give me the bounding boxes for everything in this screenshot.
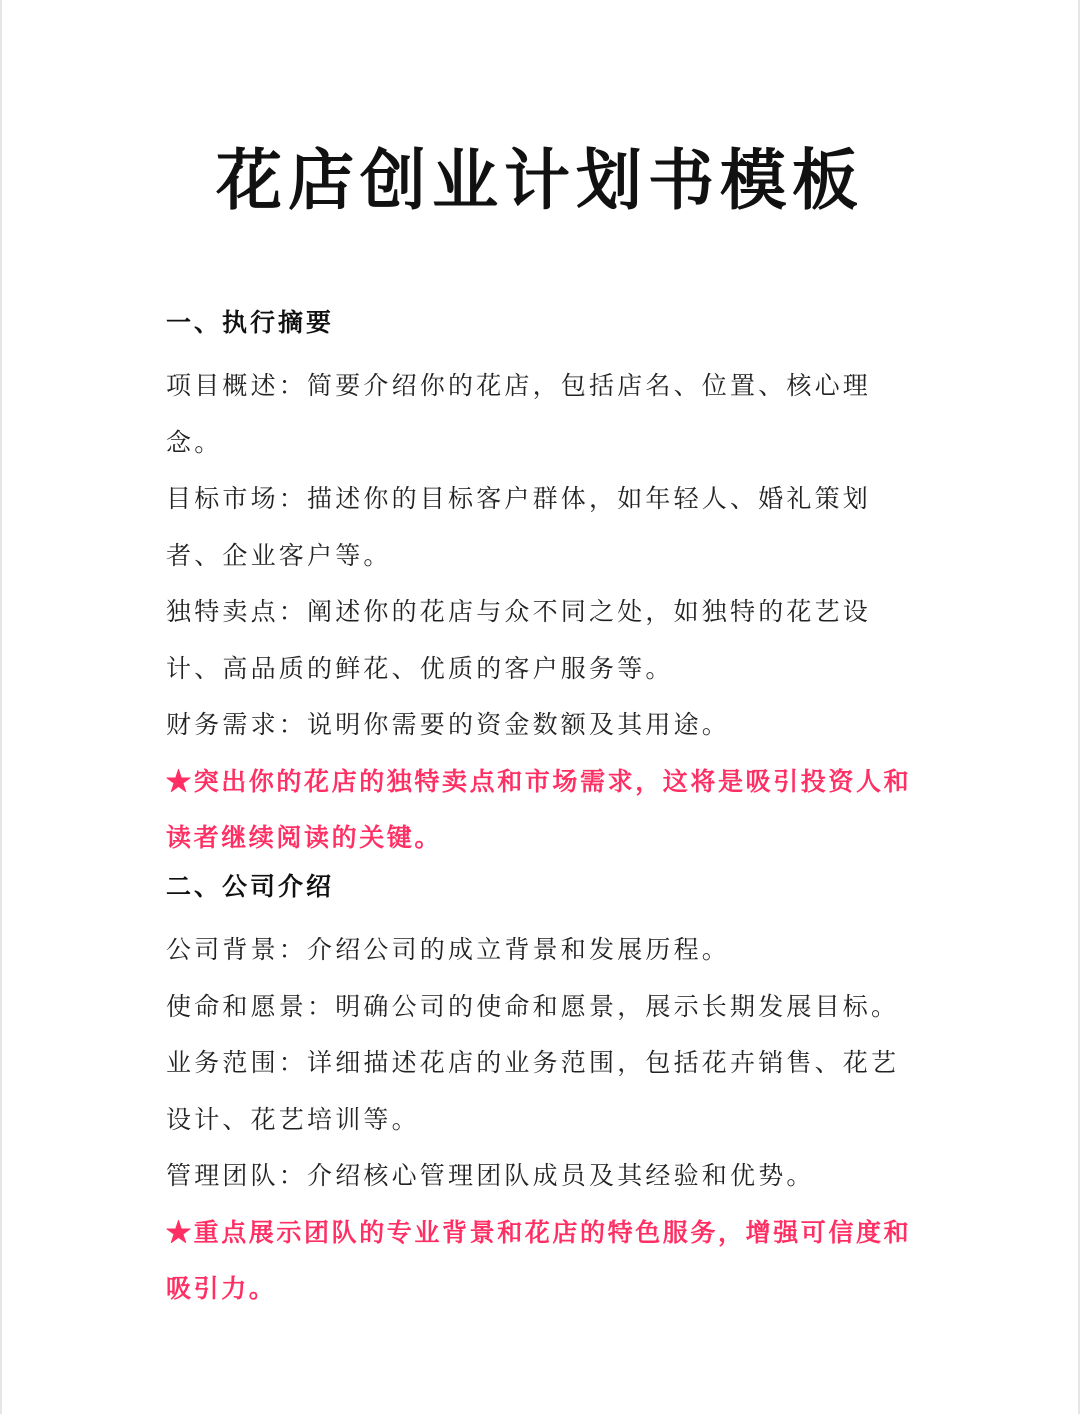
highlight-note-text: 重点展示团队的专业背景和花店的特色服务，增强可信度和吸引力。 (166, 1217, 912, 1303)
paragraph-project-overview: 项目概述：简要介绍你的花店，包括店名、位置、核心理念。 (166, 371, 872, 457)
document-title: 花店创业计划书模板 (216, 141, 864, 219)
paragraph-target-market: 目标市场：描述你的目标客户群体，如年轻人、婚礼策划者、企业客户等。 (166, 484, 872, 570)
paragraph-company-background: 公司背景：介绍公司的成立背景和发展历程。 (166, 935, 731, 964)
highlight-note-text: 突出你的花店的独特卖点和市场需求，这将是吸引投资人和读者继续阅读的关键。 (166, 766, 912, 852)
section-company-intro (166, 864, 926, 1318)
paragraph-mission-vision: 使命和愿景：明确公司的使命和愿景，展示长期发展目标。 (166, 991, 900, 1021)
paragraph-business-scope: 业务范围：详细描述花店的业务范围，包括花卉销售、花艺设计、花艺培训等。 (166, 1048, 900, 1134)
highlight-note (166, 754, 926, 867)
section-heading: 一、执行摘要 (166, 308, 335, 337)
paragraph-management-team: 管理团队：介绍核心管理团队成员及其经验和优势。 (166, 1161, 815, 1190)
star-icon: ★ (166, 1217, 194, 1247)
paragraph-financial-needs: 财务需求：说明你需要的资金数额及其用途。 (166, 710, 731, 739)
star-icon: ★ (166, 766, 194, 796)
section-executive-summary (166, 300, 926, 867)
section-heading: 二、公司介绍 (166, 872, 335, 901)
paragraph-unique-selling-point: 独特卖点：阐述你的花店与众不同之处，如独特的花艺设计、高品质的鲜花、优质的客户服务等。 (166, 597, 872, 683)
highlight-note (166, 1205, 926, 1318)
